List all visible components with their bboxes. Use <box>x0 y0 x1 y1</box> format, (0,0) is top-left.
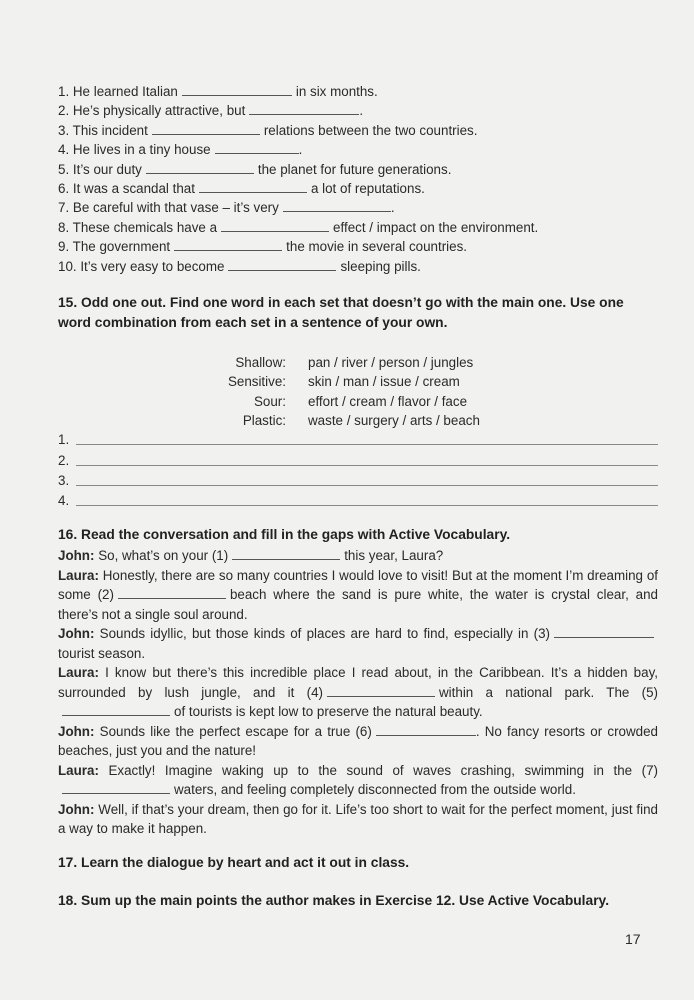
speaker-name: Laura: <box>58 665 99 680</box>
speaker-name: Laura: <box>58 762 99 778</box>
dialogue-line: John: So, what’s on your (1) this year, Laura? <box>58 548 444 563</box>
writing-rule[interactable] <box>76 444 658 445</box>
answer-blank[interactable] <box>232 547 340 560</box>
combo-row: Sensitive: skin / man / issue / cream <box>227 374 460 390</box>
answer-blank[interactable] <box>118 586 226 599</box>
answer-blank[interactable] <box>146 161 254 174</box>
speaker-name: Laura: <box>58 567 99 583</box>
answer-blank[interactable] <box>182 83 292 96</box>
answer-blank[interactable] <box>62 781 170 794</box>
sentence-item: 9. The government the movie in several countries. <box>58 239 468 255</box>
sentence-item: 5. It’s our duty the planet for future generations. <box>58 161 452 177</box>
exercise-17-heading: 17. Learn the dialogue by heart and act it out in class. <box>58 855 410 870</box>
sentence-item: 2. He’s physically attractive, but . <box>58 103 364 119</box>
writing-rule[interactable] <box>76 505 658 506</box>
writing-rule[interactable] <box>76 485 658 486</box>
dialogue-line: Laura: I know but there’s this incredible place I read about, in the Caribbean. It’s a hidden bay, surrounded by lush jungle, and it (4) within a national park. The (5)of tourists is kept low to preserve the natural beauty. <box>58 665 658 719</box>
page-number: 17 <box>625 931 641 947</box>
exercise-16-heading: 16. Read the conversation and fill in the gaps with Active Vocabulary. <box>58 527 511 542</box>
sentence-item: 6. It was a scandal that a lot of reputations. <box>58 180 425 196</box>
sentence-item: 4. He lives in a tiny house . <box>58 142 303 158</box>
answer-blank[interactable] <box>376 723 476 736</box>
writing-lines <box>58 429 658 510</box>
writing-line[interactable]: 4. <box>58 490 658 510</box>
combo-row: Shallow: pan / river / person / jungles <box>235 355 474 370</box>
sentence-item: 8. These chemicals have a effect / impact on the environment. <box>58 219 539 235</box>
dialogue-line: John: Sounds idyllic, but those kinds of places are hard to find, especially in (3)tourist season. <box>58 624 658 663</box>
answer-blank[interactable] <box>283 199 391 212</box>
conversation <box>58 546 658 839</box>
dialogue-line: Laura: Exactly! Imagine waking up to the sound of waves crashing, swimming in the (7)waters, and feeling completely disconnected from the outside world. <box>58 762 658 797</box>
word-combination-table <box>190 353 590 431</box>
sentence-item: 7. Be careful with that vase – it’s very . <box>58 200 395 216</box>
dialogue-line: John: Well, if that’s your dream, then go for it. Life’s too short to wait for the perfect moment, just find a way to make it happen. <box>58 801 658 836</box>
writing-line[interactable]: 3. <box>58 470 658 490</box>
answer-blank[interactable] <box>199 180 307 193</box>
speaker-name: John: <box>58 626 95 641</box>
sentence-item: 3. This incident relations between the two countries. <box>58 122 478 138</box>
exercise-18-heading: 18. Sum up the main points the author makes in Exercise 12. Use Active Vocabulary. <box>58 893 610 908</box>
answer-blank[interactable] <box>152 122 260 135</box>
answer-blank[interactable] <box>249 102 359 115</box>
combo-row: Sour: effort / cream / flavor / face <box>253 393 468 409</box>
speaker-name: John: <box>58 548 95 563</box>
answer-blank[interactable] <box>327 684 435 697</box>
answer-blank[interactable] <box>221 219 329 232</box>
answer-blank[interactable] <box>62 703 170 716</box>
speaker-name: John: <box>58 801 95 817</box>
answer-blank[interactable] <box>174 238 282 251</box>
writing-line[interactable]: 2. <box>58 449 658 469</box>
answer-blank[interactable] <box>554 625 654 638</box>
sentence-item: 10. It’s very easy to become sleeping pills. <box>58 258 421 274</box>
sentence-completion-list <box>58 82 658 276</box>
answer-blank[interactable] <box>215 141 299 154</box>
combo-row: Plastic: waste / surgery / arts / beach <box>242 413 480 429</box>
exercise-15-heading: 15. Odd one out. Find one word in each set that doesn’t go with the main one. Use one word combination from each set in a sentence of your own. <box>58 295 624 330</box>
dialogue-line: John: Sounds like the perfect escape for a true (6) . No fancy resorts or crowded beaches, just you and the nature! <box>58 723 658 758</box>
speaker-name: John: <box>58 723 95 739</box>
writing-line[interactable]: 1. <box>58 429 658 449</box>
writing-rule[interactable] <box>76 465 658 466</box>
dialogue-line: Laura: Honestly, there are so many countries I would love to visit! But at the moment I’m dreaming of some (2) beach where the sand is pure white, the water is crystal clear, and there’s not a single soul around. <box>58 567 658 622</box>
answer-blank[interactable] <box>228 258 336 271</box>
sentence-item: 1. He learned Italian in six months. <box>58 84 378 99</box>
